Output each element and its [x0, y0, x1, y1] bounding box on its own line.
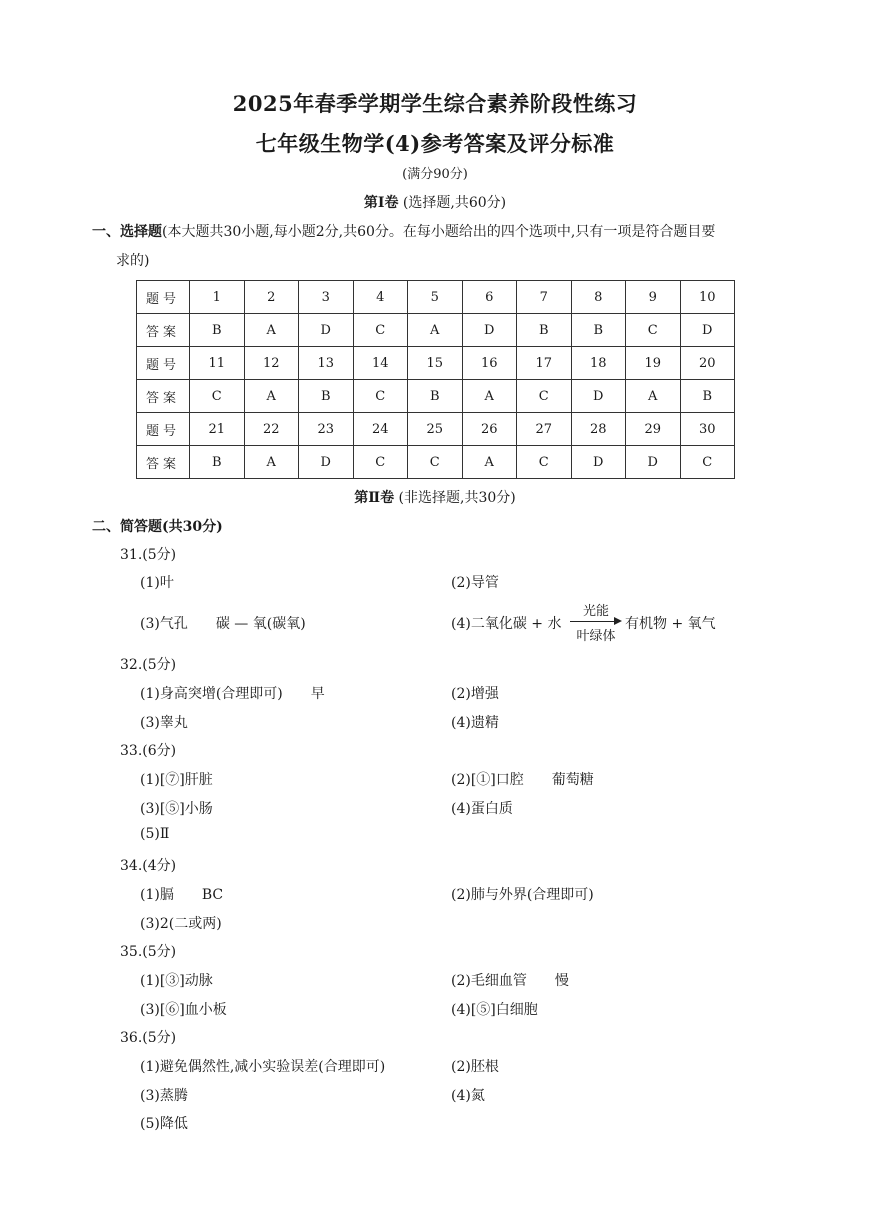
- question-number-cell: 11: [190, 347, 245, 380]
- answer-cell: B: [571, 314, 626, 347]
- volume1-label: 第Ⅰ卷: [363, 195, 399, 211]
- question-number-cell: 4: [353, 281, 408, 314]
- answer-cell: A: [626, 380, 681, 413]
- answer-cell: C: [190, 380, 245, 413]
- question-number-cell: 19: [626, 347, 681, 380]
- question-number-row: [137, 347, 735, 380]
- question-number-cell: 23: [299, 413, 354, 446]
- question-number-cell: 21: [190, 413, 245, 446]
- answer-cell: A: [244, 380, 299, 413]
- question-number-cell: 14: [353, 347, 408, 380]
- answer-table: [136, 280, 735, 479]
- row-label-question: 题号: [137, 413, 190, 446]
- q32-head: 32.(5分): [120, 657, 177, 673]
- row-label-answer: 答案: [137, 380, 190, 413]
- q31-equation-left: (4)二氧化碳 + 水: [451, 616, 562, 632]
- row-label-question: 题号: [137, 281, 190, 314]
- section2-label: 二、简答题(共30分): [92, 519, 223, 535]
- q36-answer-2: (2)胚根: [451, 1059, 499, 1075]
- q33-answer-4: (4)蛋白质: [451, 801, 513, 817]
- volume2-note: (非选择题,共30分): [398, 490, 516, 506]
- q33-answer-2: (2)[①]口腔 葡萄糖: [451, 772, 594, 788]
- q35-answer-1: (1)[③]动脉: [140, 973, 213, 989]
- answer-cell: A: [462, 446, 517, 479]
- q33-answer-5: (5)Ⅱ: [140, 826, 170, 842]
- arrow-condition-below: 叶绿体: [576, 629, 616, 644]
- answer-cell: A: [244, 446, 299, 479]
- answer-cell: B: [408, 380, 463, 413]
- question-number-cell: 9: [626, 281, 681, 314]
- question-number-cell: 18: [571, 347, 626, 380]
- q34-head: 34.(4分): [120, 858, 177, 874]
- q35-answer-4: (4)[⑤]白细胞: [451, 1002, 538, 1018]
- answer-cell: C: [408, 446, 463, 479]
- answer-cell: D: [680, 314, 735, 347]
- question-number-cell: 15: [408, 347, 463, 380]
- answer-cell: B: [190, 314, 245, 347]
- answer-cell: C: [353, 314, 408, 347]
- q36-head: 36.(5分): [120, 1030, 177, 1046]
- answer-cell: D: [299, 314, 354, 347]
- answer-cell: B: [680, 380, 735, 413]
- question-number-row: [137, 281, 735, 314]
- arrow-condition-above: 光能: [582, 604, 609, 619]
- answer-cell: D: [626, 446, 681, 479]
- row-label-question: 题号: [137, 347, 190, 380]
- question-number-cell: 2: [244, 281, 299, 314]
- answer-row: [137, 446, 735, 479]
- question-number-cell: 26: [462, 413, 517, 446]
- volume2-label: 第Ⅱ卷: [354, 490, 395, 506]
- title-line1: 2025年春季学期学生综合素养阶段性练习: [232, 91, 638, 116]
- q32-answer-3: (3)睾丸: [140, 715, 188, 731]
- answer-cell: B: [299, 380, 354, 413]
- answer-cell: A: [462, 380, 517, 413]
- q33-answer-3: (3)[⑤]小肠: [140, 801, 213, 817]
- q32-answer-2: (2)增强: [451, 686, 499, 702]
- answer-cell: A: [244, 314, 299, 347]
- q35-answer-3: (3)[⑥]血小板: [140, 1002, 227, 1018]
- reaction-arrow: [570, 600, 622, 646]
- q36-answer-5: (5)降低: [140, 1116, 188, 1132]
- question-number-cell: 1: [190, 281, 245, 314]
- q35-head: 35.(5分): [120, 944, 177, 960]
- question-number-row: [137, 413, 735, 446]
- answer-cell: D: [462, 314, 517, 347]
- answer-cell: D: [571, 446, 626, 479]
- q33-answer-1: (1)[⑦]肝脏: [140, 772, 213, 788]
- q31-equation-right: 有机物 + 氧气: [625, 616, 716, 632]
- question-number-cell: 25: [408, 413, 463, 446]
- q35-answer-2: (2)毛细血管 慢: [451, 973, 569, 989]
- volume1-heading: [0, 192, 870, 212]
- q34-answer-2: (2)肺与外界(合理即可): [451, 887, 594, 903]
- q31-answer-3: (3)气孔 碳 — 氧(碳氧): [140, 616, 306, 632]
- answer-row: [137, 314, 735, 347]
- q34-answer-3: (3)2(二或两): [140, 916, 222, 932]
- section1-label: 一、选择题: [92, 224, 162, 240]
- answer-cell: D: [571, 380, 626, 413]
- answer-cell: A: [408, 314, 463, 347]
- row-label-answer: 答案: [137, 314, 190, 347]
- question-number-cell: 3: [299, 281, 354, 314]
- answer-cell: C: [626, 314, 681, 347]
- question-number-cell: 17: [517, 347, 572, 380]
- question-number-cell: 16: [462, 347, 517, 380]
- question-number-cell: 5: [408, 281, 463, 314]
- section1-desc-line1: (本大题共30小题,每小题2分,共60分。在每小题给出的四个选项中,只有一项是符合题目要: [162, 224, 716, 240]
- q33-head: 33.(6分): [120, 743, 177, 759]
- answer-row: [137, 380, 735, 413]
- q36-answer-1: (1)避免偶然性,减小实验误差(合理即可): [140, 1059, 386, 1075]
- question-number-cell: 27: [517, 413, 572, 446]
- question-number-cell: 13: [299, 347, 354, 380]
- answer-cell: B: [190, 446, 245, 479]
- volume1-note: (选择题,共60分): [402, 195, 507, 211]
- full-mark: (满分90分): [402, 167, 468, 182]
- section2-heading: [92, 516, 223, 536]
- arrow-line: [570, 621, 616, 622]
- section1-desc-line2: 求的): [116, 253, 150, 269]
- question-number-cell: 24: [353, 413, 408, 446]
- question-number-cell: 29: [626, 413, 681, 446]
- q31-answer-2: (2)导管: [451, 575, 499, 591]
- title-line2: 七年级生物学(4)参考答案及评分标准: [255, 131, 615, 156]
- answer-cell: C: [517, 446, 572, 479]
- answer-cell: D: [299, 446, 354, 479]
- q32-answer-4: (4)遗精: [451, 715, 499, 731]
- answer-cell: C: [517, 380, 572, 413]
- question-number-cell: 6: [462, 281, 517, 314]
- question-number-cell: 12: [244, 347, 299, 380]
- volume2-heading: [0, 487, 870, 507]
- answer-cell: C: [353, 380, 408, 413]
- answer-cell: C: [680, 446, 735, 479]
- section1-desc: [92, 221, 792, 241]
- q36-answer-3: (3)蒸腾: [140, 1088, 188, 1104]
- question-number-cell: 7: [517, 281, 572, 314]
- answer-cell: C: [353, 446, 408, 479]
- question-number-cell: 28: [571, 413, 626, 446]
- row-label-answer: 答案: [137, 446, 190, 479]
- q31-head: 31.(5分): [120, 547, 177, 563]
- question-number-cell: 30: [680, 413, 735, 446]
- question-number-cell: 8: [571, 281, 626, 314]
- q32-answer-1: (1)身高突增(合理即可) 早: [140, 686, 325, 702]
- question-number-cell: 20: [680, 347, 735, 380]
- q36-answer-4: (4)氮: [451, 1088, 485, 1104]
- answer-cell: B: [517, 314, 572, 347]
- question-number-cell: 22: [244, 413, 299, 446]
- question-number-cell: 10: [680, 281, 735, 314]
- arrow-head-icon: [614, 617, 622, 625]
- q34-answer-1: (1)膈 BC: [140, 887, 224, 903]
- q31-answer-1: (1)叶: [140, 575, 174, 591]
